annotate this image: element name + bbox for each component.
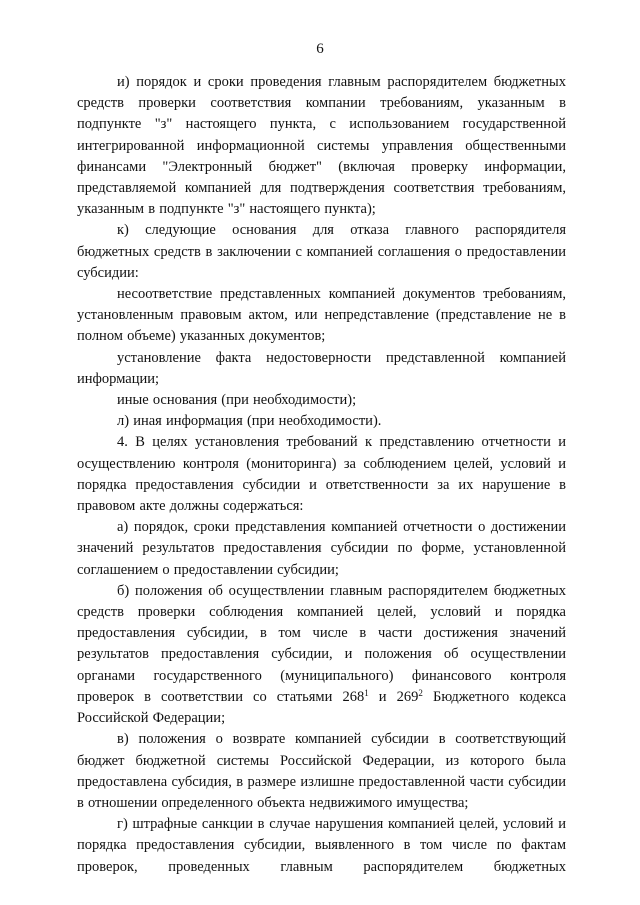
paragraph-4v: в) положения о возврате компанией субсидии в соответствующий бюджет бюджетной системы Российской Федерации, из которого была предоставлена субсидия, в размере излишне предоставленной части субсидии в отношении определенного объекта недвижимого имущества; <box>77 731 566 811</box>
superscript-1: 1 <box>364 687 369 698</box>
document-body <box>77 72 566 878</box>
paragraph-4: 4. В целях установления требований к представлению отчетности и осуществлению контроля (мониторинга) за соблюдением целей, условий и порядка предоставления субсидии и ответственности за их нарушение в правовом акте должны содержаться: <box>77 434 566 515</box>
paragraph-4g: г) штрафные санкции в случае нарушения компанией целей, условий и порядка предоставления субсидии, выявленного в том числе по фактам проверок, проведенных главным распорядителем бюджетных <box>77 816 566 875</box>
paragraph-k-ground-3: иные основания (при необходимости); <box>117 392 357 409</box>
paragraph-4b-text-middle: и 269 <box>368 688 419 705</box>
paragraph-4b-text-end: Бюджетного кодекса Российской Федерации; <box>77 688 567 727</box>
superscript-2: 2 <box>418 687 423 698</box>
paragraph-4a: а) порядок, сроки представления компанией отчетности о достижении значений результатов предоставления субсидии по форме, установленной соглашением о предоставлении субсидии; <box>77 519 566 578</box>
paragraph-i: и) порядок и сроки проведения главным распорядителем бюджетных средств проверки соответствия компании требованиям, указанным в подпункте "з" настоящего пункта, с использованием государственной интегрированной информационной системы управления общественными финансами "Электронный бюджет" (включая проверку информации, представляемой компанией для подтверждения соответствия требованиям, указанным в подпункте "з" настоящего пункта); <box>77 74 566 218</box>
page-number: 6 <box>316 41 324 57</box>
paragraph-k-ground-2: установление факта недостоверности представленной компанией информации; <box>77 349 566 387</box>
paragraph-l: л) иная информация (при необходимости). <box>117 413 382 430</box>
paragraph-4b <box>77 581 566 729</box>
paragraph-k: к) следующие основания для отказа главного распорядителя бюджетных средств в заключении с компанией соглашения о предоставлении субсидии: <box>77 222 566 281</box>
paragraph-k-ground-1: несоответствие представленных компанией документов требованиям, установленным правовым актом, или непредставление (представление не в полном объеме) указанных документов; <box>77 286 566 345</box>
paragraph-4b-text: б) положения об осуществлении главным распорядителем бюджетных средств проверки соблюдения компанией целей, условий и порядка предоставления субсидии, в том числе в части достижения значений результатов предоставления субсидии, и положения об осуществлении органами государственного (муниципального) финансового контроля проверок в соответствии со статьями 268 <box>77 582 566 705</box>
